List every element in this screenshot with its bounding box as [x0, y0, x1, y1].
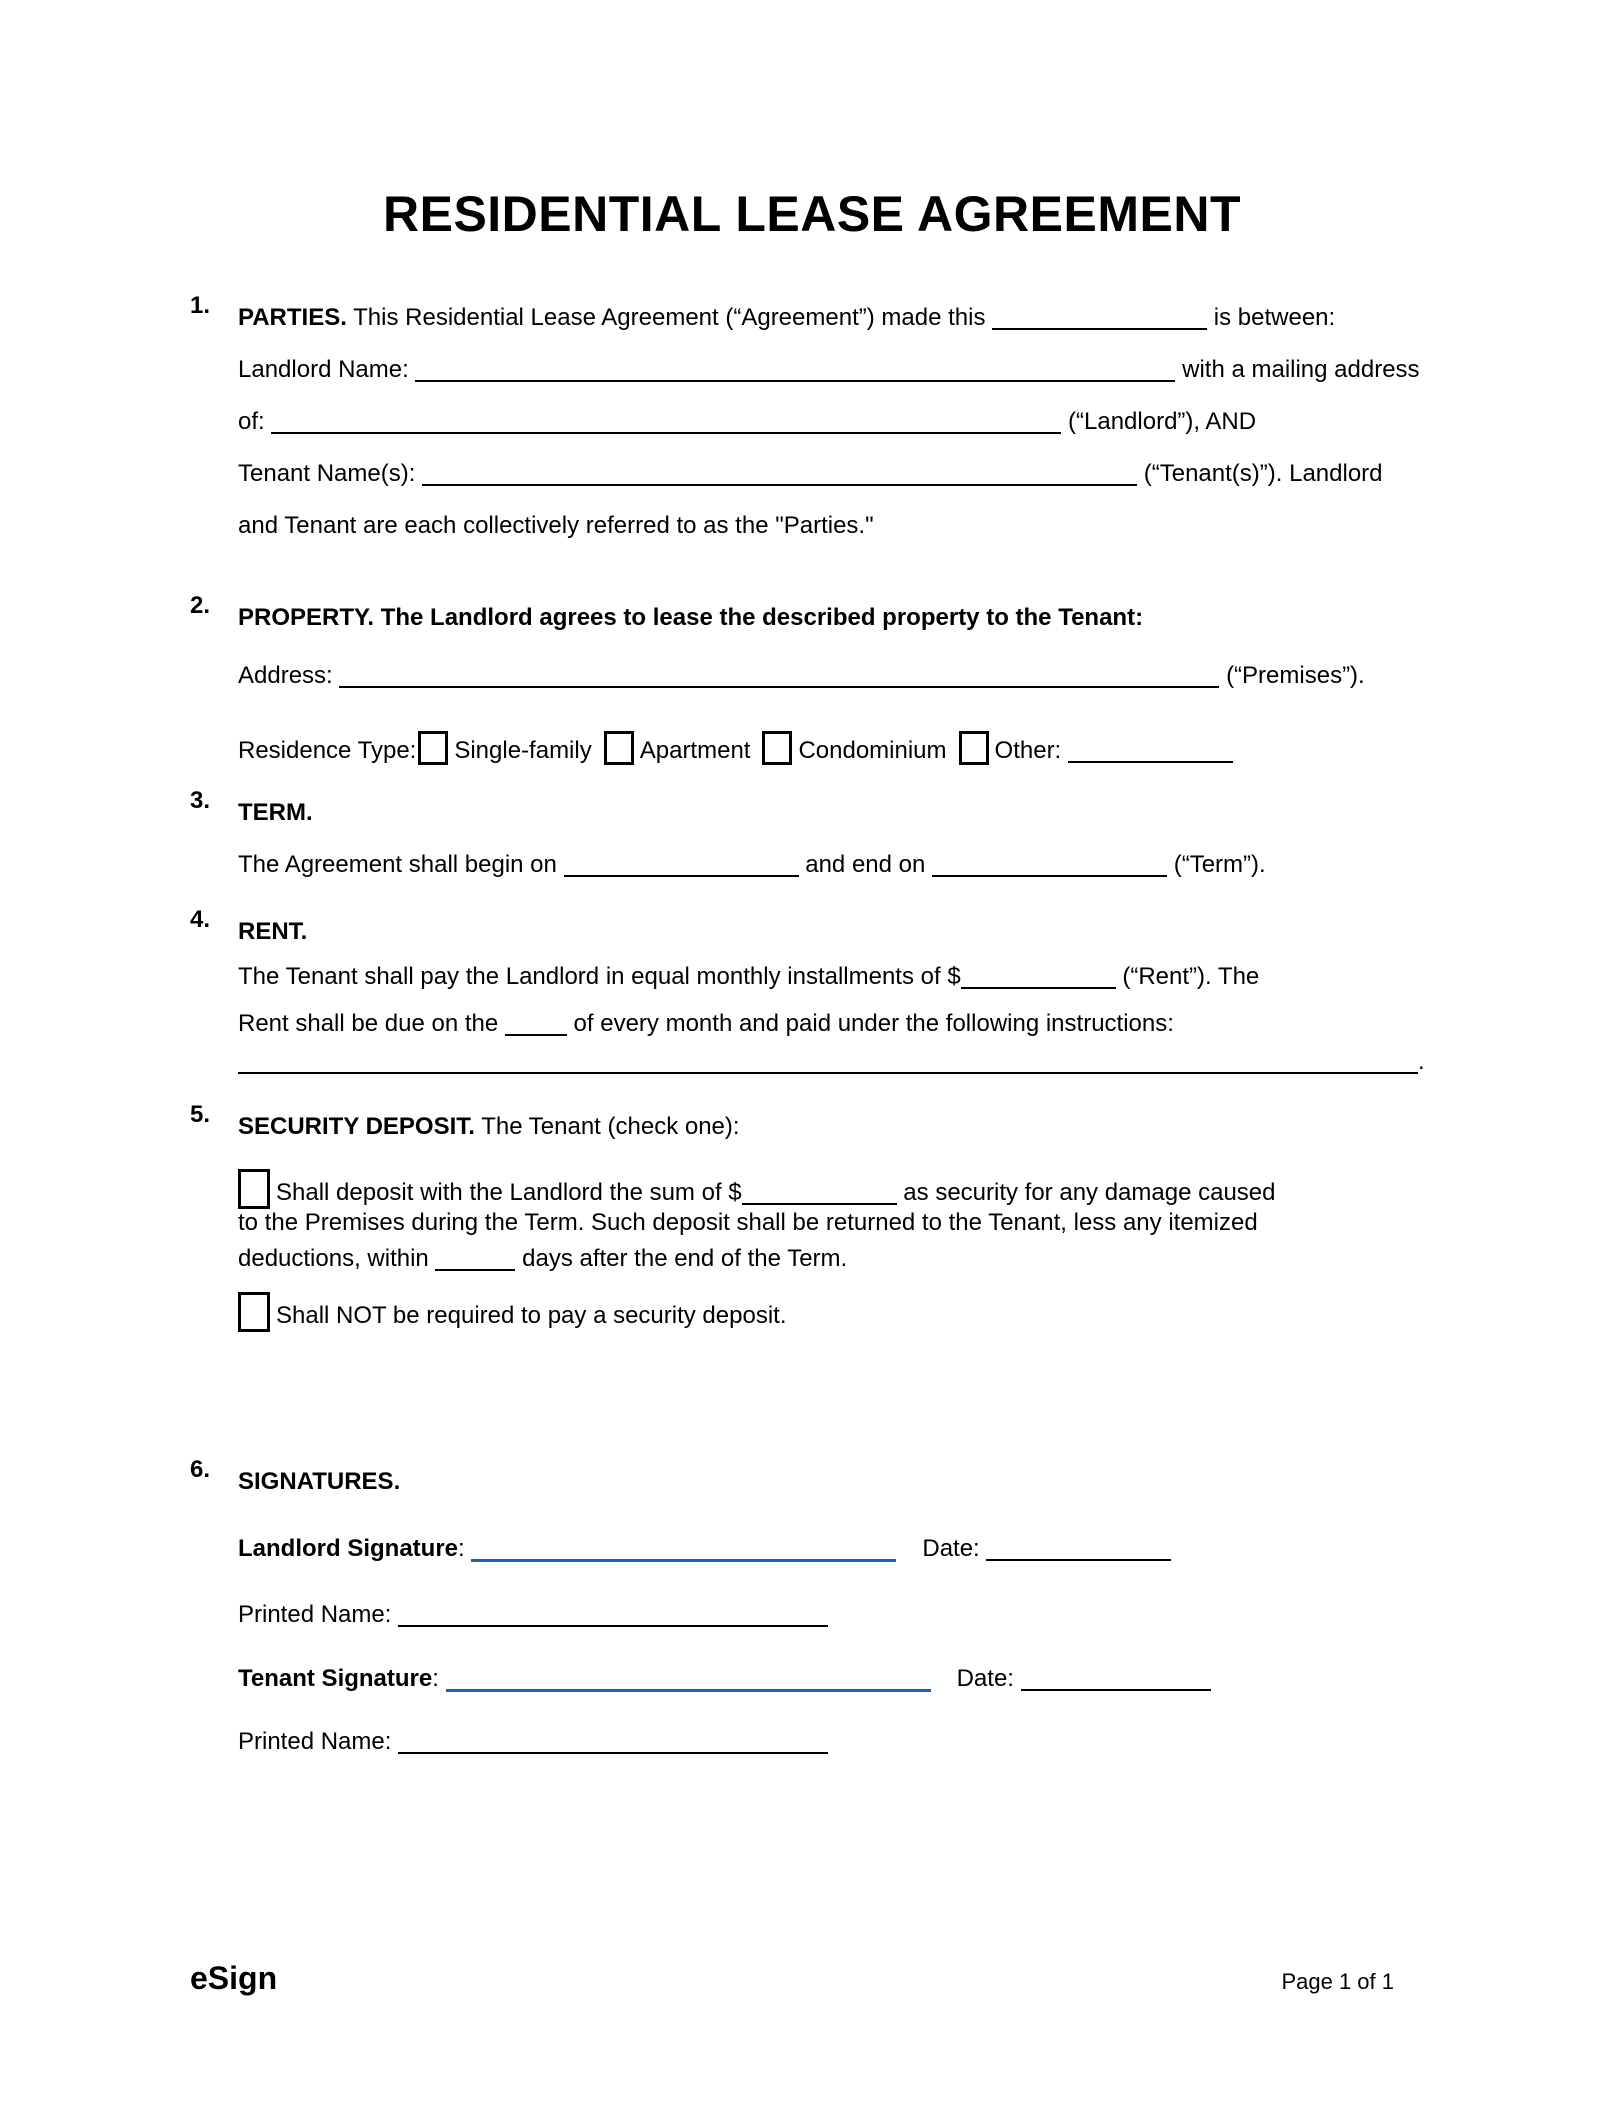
- landlord-name-blank[interactable]: [415, 380, 1175, 382]
- mailing-address-blank[interactable]: [271, 432, 1061, 434]
- document-body: [0, 292, 1624, 1768]
- section-security-deposit: [190, 1101, 1434, 1336]
- tenant-names-line: [238, 448, 1434, 500]
- term-end-date-blank[interactable]: [932, 875, 1167, 877]
- deposit-desc: The Tenant (check one):: [481, 1113, 740, 1140]
- landlord-name-line: [238, 344, 1434, 396]
- landlord-printed-name-row: [238, 1589, 1434, 1641]
- tenant-names-suffix: (“Tenant(s)”). Landlord: [1143, 460, 1383, 487]
- tenant-signature-row: [238, 1653, 1434, 1705]
- apartment-label: Apartment: [639, 737, 751, 764]
- section-term-number: 3.: [190, 787, 211, 814]
- other-residence-blank[interactable]: [1068, 761, 1233, 763]
- mailing-address-suffix: (“Landlord”), AND: [1068, 408, 1257, 435]
- rent-amount-line: [238, 951, 1434, 1003]
- tenant-printed-name-blank[interactable]: [398, 1752, 828, 1754]
- deposit-days-text: deductions, within: [238, 1245, 429, 1272]
- deposit-heading-line: [238, 1101, 1434, 1153]
- section-rent: [190, 906, 1434, 1088]
- rent-due-suffix: of every month and paid under the following instructions:: [573, 1010, 1174, 1037]
- landlord-name-label: Landlord Name:: [238, 356, 409, 383]
- parties-intro-text: This Residential Lease Agreement (“Agreement”) made this: [353, 304, 986, 331]
- term-start-date-blank[interactable]: [564, 875, 799, 877]
- checkbox-apartment[interactable]: [604, 731, 634, 765]
- term-heading: TERM.: [238, 799, 313, 826]
- section-rent-number: 4.: [190, 906, 211, 933]
- landlord-name-suffix: with a mailing address: [1182, 356, 1420, 383]
- tenant-names-label: Tenant Name(s):: [238, 460, 416, 487]
- no-deposit-checkbox[interactable]: [238, 1292, 270, 1332]
- esign-logo: eSign: [190, 1960, 278, 1996]
- property-address-line: [238, 650, 1434, 702]
- made-this-date-blank[interactable]: [992, 328, 1207, 330]
- property-heading-line: [238, 592, 1434, 644]
- payment-instructions-line: [238, 1036, 1434, 1088]
- tenant-printed-name-label: Printed Name:: [238, 1728, 392, 1755]
- no-deposit-text: Shall NOT be required to pay a security deposit.: [276, 1302, 787, 1329]
- tenant-signature-colon: :: [432, 1665, 439, 1692]
- payment-instructions-period: .: [1418, 1048, 1425, 1075]
- checkbox-other[interactable]: [959, 731, 989, 765]
- landlord-printed-name-label: Printed Name:: [238, 1601, 392, 1628]
- section-term: [190, 787, 1434, 891]
- mailing-address-line: [238, 396, 1434, 448]
- rent-amount-text: The Tenant shall pay the Landlord in equal monthly installments of $: [238, 963, 961, 990]
- property-heading: PROPERTY.: [238, 604, 375, 631]
- deposit-sum-suffix: as security for any damage caused: [903, 1179, 1276, 1206]
- tenant-signature-label: Tenant Signature: [238, 1665, 433, 1692]
- page-footer: [190, 1956, 1434, 2004]
- section-parties: [190, 292, 1434, 552]
- rent-amount-suffix: (“Rent”). The: [1122, 963, 1260, 990]
- tenant-signature-line[interactable]: [446, 1689, 931, 1692]
- section-signatures: [190, 1456, 1434, 1768]
- deposit-sum-text: Shall deposit with the Landlord the sum of $: [276, 1179, 742, 1206]
- address-label: Address:: [238, 662, 333, 689]
- deposit-option1-line3: [238, 1241, 1434, 1277]
- payment-instructions-blank[interactable]: [238, 1072, 1418, 1074]
- parties-intro-line: [238, 292, 1434, 344]
- document-title: RESIDENTIAL LEASE AGREEMENT: [382, 186, 1242, 242]
- residence-type-label: Residence Type:: [238, 737, 417, 764]
- landlord-signature-line[interactable]: [471, 1559, 896, 1562]
- parties-closing-line: and Tenant are each collectively referred to as the "Parties.": [238, 512, 874, 539]
- other-label: Other:: [994, 737, 1062, 764]
- address-blank[interactable]: [339, 686, 1219, 688]
- tenant-printed-name-row: [238, 1716, 1434, 1768]
- landlord-signature-label: Landlord Signature: [238, 1535, 459, 1562]
- deposit-option1-line2: to the Premises during the Term. Such deposit shall be returned to the Tenant, less any itemized: [238, 1209, 1258, 1236]
- deposit-heading: SECURITY DEPOSIT.: [238, 1113, 475, 1140]
- page-indicator: Page 1 of 1: [1281, 1969, 1394, 1994]
- rent-due-text: Rent shall be due on the: [238, 1010, 499, 1037]
- landlord-signature-row: [238, 1523, 1434, 1575]
- deposit-required-checkbox[interactable]: [238, 1169, 270, 1209]
- term-end-text: and end on: [805, 851, 926, 878]
- section-deposit-number: 5.: [190, 1101, 211, 1128]
- landlord-signature-colon: :: [458, 1535, 465, 1562]
- term-dates-line: [238, 839, 1434, 891]
- deposit-option1-line1: [238, 1169, 1434, 1205]
- deposit-days-suffix: days after the end of the Term.: [522, 1245, 848, 1272]
- mailing-address-label: of:: [238, 408, 265, 435]
- section-signatures-number: 6.: [190, 1456, 211, 1483]
- tenant-date-label: Date:: [956, 1665, 1014, 1692]
- parties-heading: PARTIES.: [238, 304, 347, 331]
- deposit-return-days-blank[interactable]: [435, 1269, 515, 1271]
- deposit-option-not-required: [238, 1292, 1434, 1336]
- term-heading-line: [238, 787, 1434, 839]
- tenant-names-blank[interactable]: [422, 484, 1137, 486]
- landlord-signature-date-blank[interactable]: [986, 1559, 1171, 1561]
- checkbox-single-family[interactable]: [418, 731, 448, 765]
- landlord-printed-name-blank[interactable]: [398, 1625, 828, 1627]
- signatures-heading: SIGNATURES.: [238, 1468, 401, 1495]
- landlord-date-label: Date:: [922, 1535, 980, 1562]
- single-family-label: Single-family: [454, 737, 592, 764]
- tenant-signature-date-blank[interactable]: [1021, 1689, 1211, 1691]
- term-begin-text: The Agreement shall begin on: [238, 851, 557, 878]
- address-suffix: (“Premises”).: [1226, 662, 1365, 689]
- rent-heading: RENT.: [238, 918, 308, 945]
- signatures-heading-line: [238, 1456, 1434, 1508]
- property-desc: The Landlord agrees to lease the described property to the Tenant:: [380, 604, 1144, 631]
- residence-type-line: [238, 725, 1434, 777]
- deposit-option-required: [238, 1169, 1434, 1277]
- section-property-number: 2.: [190, 592, 211, 619]
- rent-amount-blank[interactable]: [961, 987, 1116, 989]
- term-suffix: (“Term”).: [1173, 851, 1266, 878]
- section-parties-number: 1.: [190, 292, 211, 319]
- section-property: [190, 592, 1434, 777]
- parties-intro-tail: is between:: [1213, 304, 1336, 331]
- condominium-label: Condominium: [798, 737, 947, 764]
- checkbox-condominium[interactable]: [762, 731, 792, 765]
